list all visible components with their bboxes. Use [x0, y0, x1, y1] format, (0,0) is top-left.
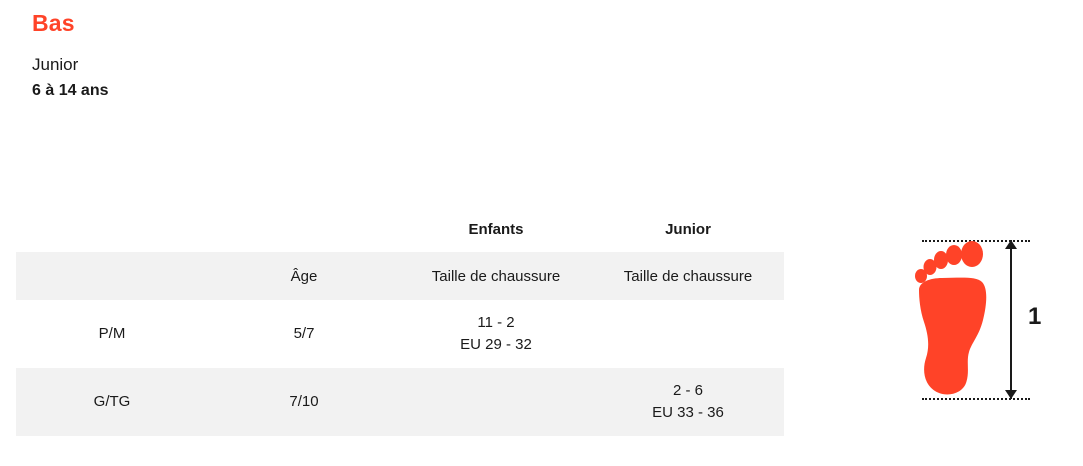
cell-junior-line-2: EU 33 - 36 [652, 404, 724, 421]
page-age-range: 6 à 14 ans [32, 82, 109, 99]
group-header-junior: Junior [592, 212, 784, 252]
measure-arrow-line [1010, 240, 1012, 399]
cell-age: 7/10 [208, 368, 400, 436]
measure-arrow-head-up-icon [1005, 240, 1017, 249]
group-header-blank-1 [16, 212, 208, 252]
cell-enfants-line-2: EU 29 - 32 [460, 336, 532, 353]
size-table-wrapper [16, 212, 784, 436]
group-header-enfants: Enfants [400, 212, 592, 252]
measure-arrow-head-down-icon [1005, 390, 1017, 399]
cell-enfants-shoe-size [400, 300, 592, 368]
group-header-blank-2 [208, 212, 400, 252]
page-header [32, 8, 109, 102]
table-row [16, 368, 784, 436]
cell-age: 5/7 [208, 300, 400, 368]
table-group-header-row [16, 212, 784, 252]
cell-size: G/TG [16, 368, 208, 436]
cell-enfants-line-1: 11 - 2 [477, 314, 515, 331]
table-row [16, 300, 784, 368]
foot-measurement-diagram [900, 228, 1060, 413]
cell-size: P/M [16, 300, 208, 368]
column-header-enfants-shoe-size: Taille de chaussure [400, 252, 592, 300]
cell-junior-shoe-size [592, 300, 784, 368]
cell-enfants-shoe-size [400, 368, 592, 436]
size-table [16, 212, 784, 436]
cell-junior-line-1: 2 - 6 [672, 382, 703, 399]
column-header-junior-shoe-size: Taille de chaussure [592, 252, 784, 300]
page-title: Bas [32, 10, 75, 36]
column-header-size [16, 252, 208, 300]
measure-label: 1 [1028, 303, 1042, 330]
page-subtitle: Junior [32, 55, 79, 74]
table-column-header-row [16, 252, 784, 300]
column-header-age: Âge [208, 252, 400, 300]
cell-junior-shoe-size [592, 368, 784, 436]
foot-icon [914, 238, 1009, 403]
